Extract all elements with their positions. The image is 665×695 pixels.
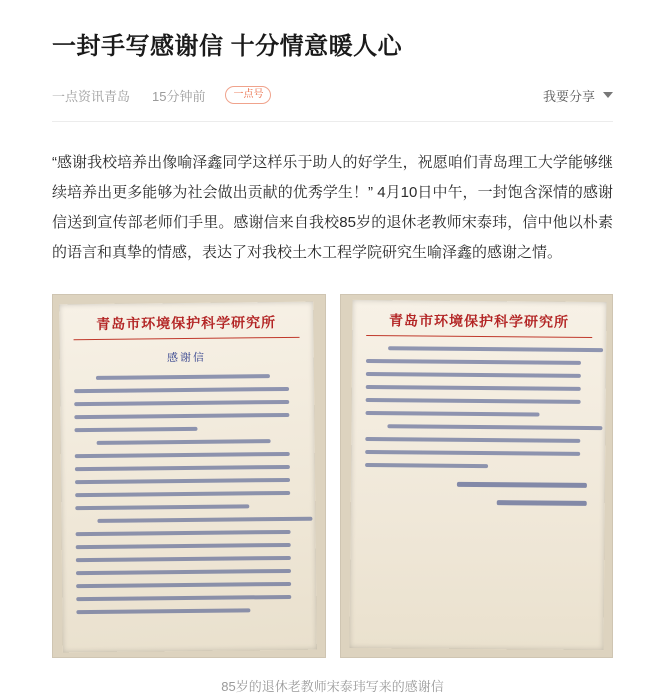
handwriting-line xyxy=(365,398,580,404)
share-button[interactable] xyxy=(543,86,613,105)
publish-time: 15分钟前 xyxy=(152,88,206,104)
handwriting-line xyxy=(365,372,580,378)
handwriting-line xyxy=(75,452,290,458)
handwriting-line xyxy=(76,582,291,588)
handwriting-line xyxy=(365,437,580,443)
handwriting-block-two xyxy=(365,346,590,469)
handwriting-line xyxy=(76,530,291,536)
share-label: 我要分享 xyxy=(542,88,595,104)
handwriting-line xyxy=(75,478,290,484)
handwriting-line xyxy=(74,413,289,419)
article-meta-row xyxy=(52,86,613,122)
article-figure xyxy=(52,294,613,695)
handwriting-line xyxy=(96,374,270,380)
letter-subject: 感谢信 xyxy=(166,351,207,364)
handwriting-line xyxy=(388,346,603,352)
handwriting-line xyxy=(74,400,289,406)
figure-images xyxy=(52,294,613,658)
letter-paper-one xyxy=(59,301,316,652)
letter-page-one[interactable] xyxy=(52,294,326,658)
signature-date xyxy=(496,500,586,506)
article-body: “感谢我校培养出像喻泽鑫同学这样乐于助人的好学生，祝愿咱们青岛理工大学能够继续培养出更多能够为社会做出贡献的优秀学生！” 4月10日中午，一封饱含深情的感谢信送到宣传部老师们手里。感谢信来自我校85岁的退休老教师宋泰玮，信中他以朴素的语言和真挚的情感，表达了对我校土木工程学院研究生喻泽鑫的感谢之情。 xyxy=(52,153,613,261)
handwriting-line xyxy=(74,426,197,431)
handwriting-line xyxy=(75,465,290,471)
handwriting-block-one xyxy=(74,373,300,613)
letterhead-title-one: 青岛市环境保护科学研究所 xyxy=(96,315,277,333)
handwriting-line xyxy=(97,516,312,522)
handwriting-line xyxy=(74,387,289,393)
handwriting-line xyxy=(76,543,291,549)
letter-paper-two xyxy=(349,299,606,649)
figure-caption: 85岁的退休老教师宋泰玮写来的感谢信 xyxy=(221,678,444,694)
handwriting-line xyxy=(76,569,291,575)
handwriting-line xyxy=(76,595,291,601)
chevron-down-icon xyxy=(603,92,613,98)
status-badge: 一点号 xyxy=(225,86,271,104)
letterhead-divider-one xyxy=(74,336,299,339)
handwriting-line xyxy=(76,608,250,614)
handwriting-line xyxy=(75,491,290,497)
handwriting-line xyxy=(365,359,580,365)
handwriting-line xyxy=(387,424,602,430)
page-title: 一封手写感谢信 十分情意暖人心 xyxy=(52,33,403,60)
letter-signature-block xyxy=(350,480,586,518)
handwriting-line xyxy=(75,504,249,510)
handwriting-line xyxy=(76,556,291,562)
handwriting-line xyxy=(365,411,539,417)
article-meta-left xyxy=(52,86,543,105)
handwriting-line xyxy=(365,463,488,468)
handwriting-line xyxy=(97,439,271,445)
letterhead-title-two: 青岛市环境保护科学研究所 xyxy=(388,313,569,331)
letter-page-two[interactable] xyxy=(340,294,614,658)
letterhead-divider-two xyxy=(366,335,592,338)
handwriting-line xyxy=(365,450,580,456)
source-name[interactable]: 一点资讯青岛 xyxy=(52,88,131,104)
handwriting-line xyxy=(365,385,580,391)
signature-name xyxy=(456,481,586,487)
